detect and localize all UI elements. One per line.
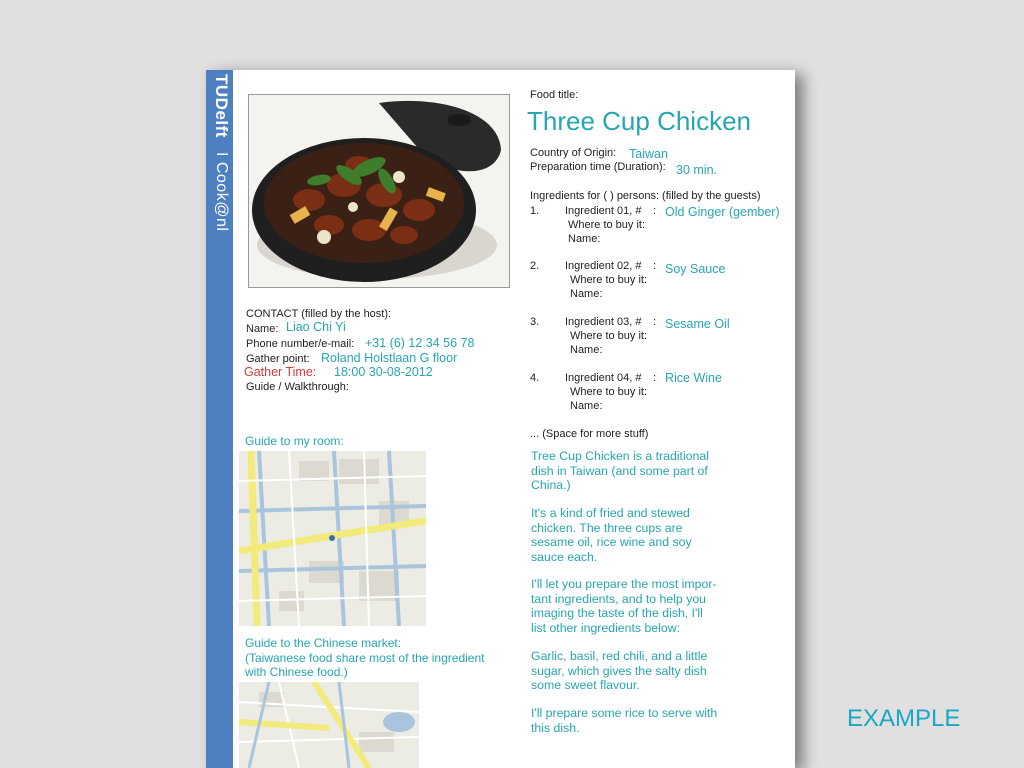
dish-photo [248,94,510,288]
market-map-label-line-3: with Chinese food.) [245,665,348,679]
ingredient-value: Sesame Oil [665,317,730,331]
country-value: Taiwan [629,147,668,161]
ingredient-value: Rice Wine [665,371,722,385]
food-title: Three Cup Chicken [527,106,751,136]
name-label: Name: [246,323,279,335]
ingredient-number: 4. [530,372,540,384]
room-map-label: Guide to my room: [245,434,344,448]
ingredient-name-label: Name: [570,288,603,300]
name-value: Liao Chi Yi [286,320,346,334]
guide-label: Guide / Walkthrough: [246,381,349,393]
phone-value: +31 (6) 12 34 56 78 [365,336,475,350]
ingredient-colon: : [653,372,657,384]
description-paragraph: I'll prepare some rice to serve with this dish. [531,706,718,735]
market-map-label-line-2: (Taiwanese food share most of the ingredient [245,651,485,665]
room-map [239,451,426,626]
project-name: I Cook@nl [213,151,230,232]
market-map [239,682,419,768]
recipe-sheet [206,70,795,768]
gather-point-label: Gather point: [246,353,310,365]
ingredient-colon: : [653,316,657,328]
more-space-label: ... (Space for more stuff) [530,428,649,440]
ingredient-name-label: Name: [570,344,603,356]
gather-time-label: Gather Time: [244,365,317,379]
market-map-label-line-1: Guide to the Chinese market: [245,636,402,650]
gather-time-value: 18:00 30-08-2012 [334,365,433,379]
side-banner-text [207,74,231,374]
ingredient-where-label: Where to buy it: [570,330,648,342]
side-banner [206,70,233,768]
ingredient-value: Soy Sauce [665,262,726,276]
ingredient-label: Ingredient 04, # [565,372,642,384]
ingredient-where-label: Where to buy it: [568,219,646,231]
ingredient-label: Ingredient 01, # [565,205,642,217]
gather-point-value: Roland Holstlaan G floor [321,351,458,365]
phone-label: Phone number/e-mail: [246,338,355,350]
ingredient-where-label: Where to buy it: [570,386,648,398]
ingredient-colon: : [653,260,657,272]
description-paragraph: I'll let you prepare the most impor- tant ingredients, and to help you imaging the taste of the dish, I'll list other ingredients below: [531,577,717,635]
ingredient-where-label: Where to buy it: [570,274,648,286]
ingredients-heading: Ingredients for ( ) persons: (filled by the guests) [530,190,761,202]
ingredient-label: Ingredient 02, # [565,260,642,272]
ingredient-name-label: Name: [568,233,601,245]
ingredient-number: 3. [530,316,540,328]
prep-label: Preparation time (Duration): [530,161,666,173]
ingredient-number: 2. [530,260,540,272]
ingredient-label: Ingredient 03, # [565,316,642,328]
ingredient-name-label: Name: [570,400,603,412]
contact-heading: CONTACT (filled by the host): [246,308,392,320]
country-label: Country of Origin: [530,147,617,159]
ingredient-number: 1. [530,205,540,217]
ingredient-value: Old Ginger (gember) [665,205,780,219]
ingredient-colon: : [653,205,657,217]
description-paragraph: Garlic, basil, red chili, and a little sugar, which gives the salty dish some sweet flavour. [531,649,708,692]
description-paragraph: Tree Cup Chicken is a traditional dish in Taiwan (and some part of China.) [531,449,709,492]
description-paragraph: It's a kind of fried and stewed chicken. The three cups are sesame oil, rice wine and soy sauce each. [531,506,692,564]
example-label: EXAMPLE [847,705,961,732]
food-title-label: Food title: [530,89,579,101]
prep-value: 30 min. [676,163,717,177]
tudelft-logo: TUDelft [212,74,231,138]
